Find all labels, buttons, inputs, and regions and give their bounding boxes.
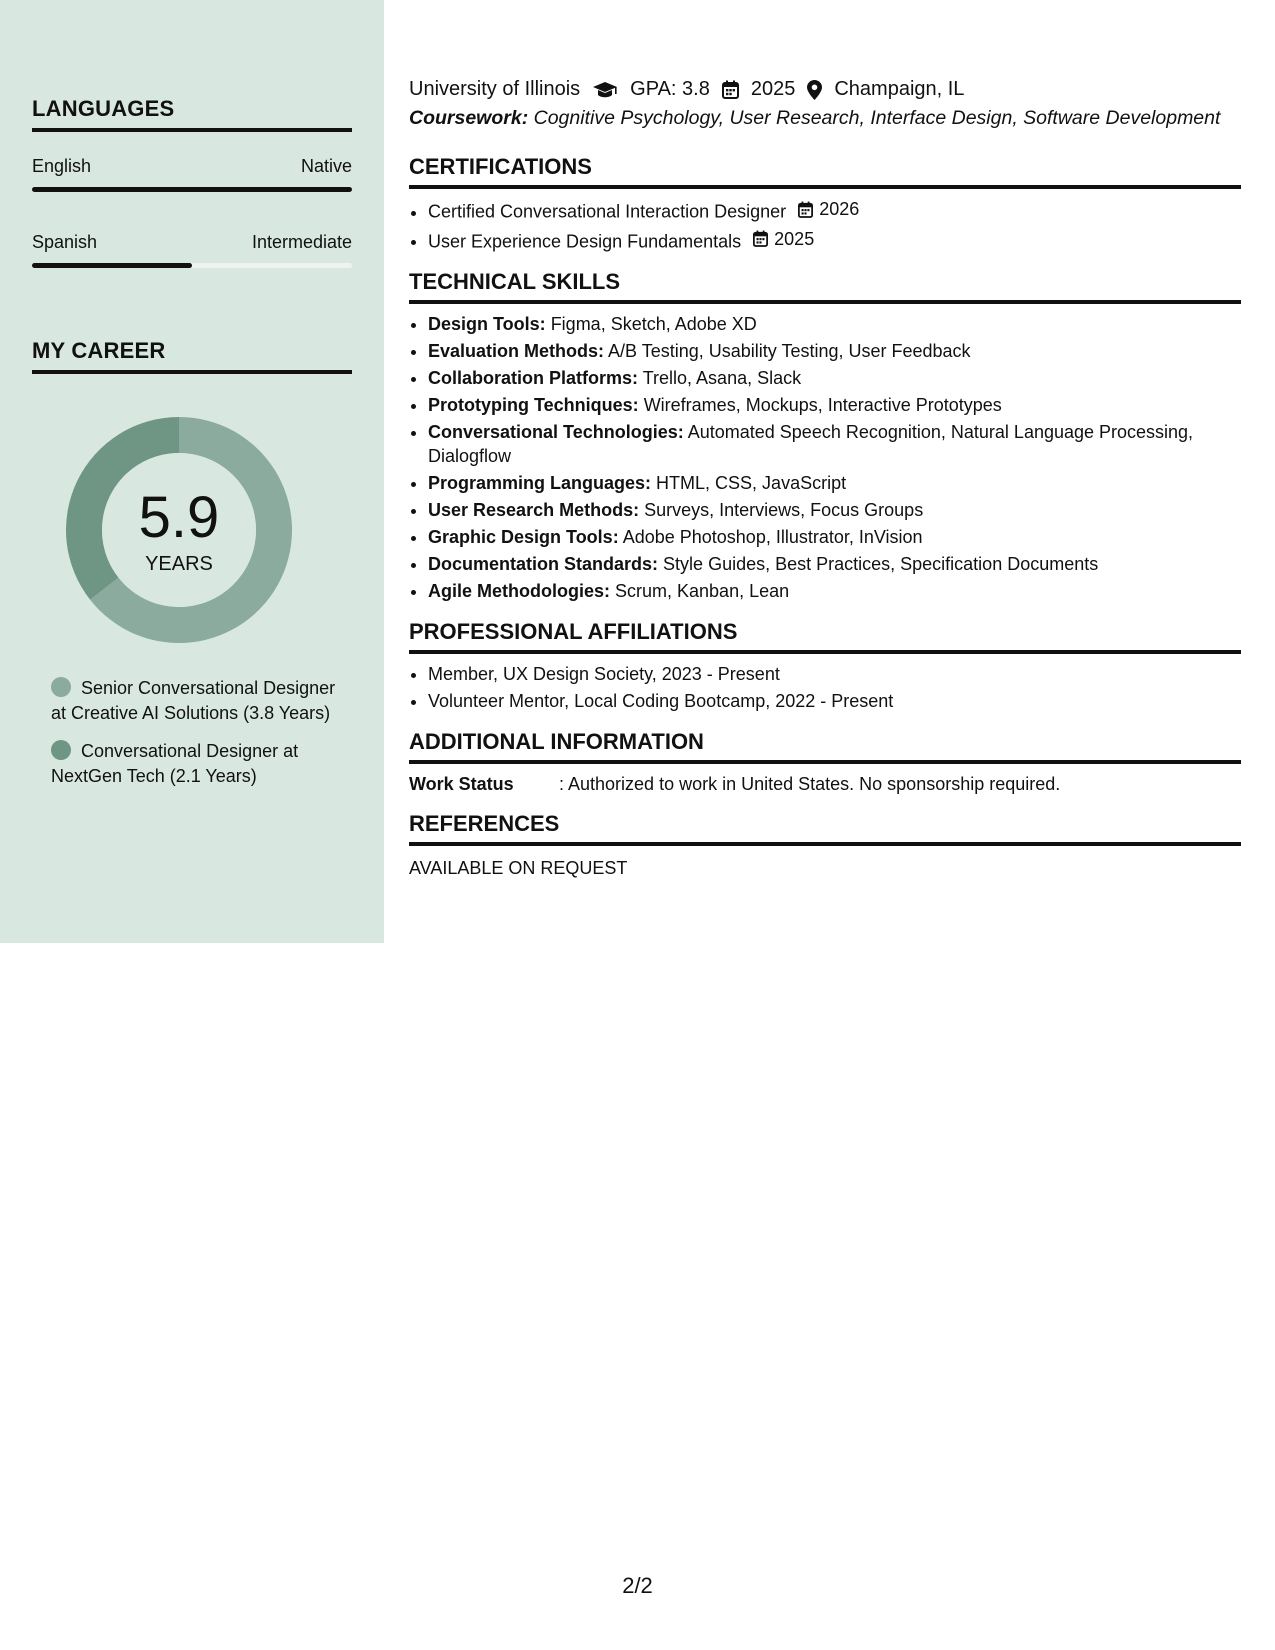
skill-item: [428, 579, 1241, 603]
skill-item: [428, 471, 1241, 495]
work-status-value: : Authorized to work in United States. No sponsorship required.: [559, 774, 1061, 794]
page-number: 2/2: [622, 1573, 653, 1598]
language-level: Native: [300, 156, 352, 176]
skill-values: Trello, Asana, Slack: [642, 368, 802, 388]
language-proficiency-fill: [32, 263, 192, 268]
languages-title: LANGUAGES: [32, 96, 352, 132]
school-name: University of Illinois: [409, 78, 581, 100]
skill-values: HTML, CSS, JavaScript: [656, 473, 847, 493]
career-role: Conversational Designer at NextGen Tech (2.1 Years): [51, 741, 299, 786]
graduation-year: 2025: [750, 78, 796, 100]
work-status-row: [409, 774, 1241, 795]
language-name: English: [32, 156, 92, 176]
skill-item: [428, 525, 1241, 549]
work-status-label: Work Status: [409, 774, 514, 794]
affiliations-section: [409, 619, 1241, 713]
language-item: [32, 232, 352, 268]
certification-item: [428, 197, 1241, 224]
donut-center: [66, 417, 292, 643]
language-proficiency-bar: [32, 187, 352, 192]
affiliations-title: PROFESSIONAL AFFILIATIONS: [409, 619, 1241, 654]
language-level: Intermediate: [251, 232, 352, 252]
skill-item: [428, 393, 1241, 417]
language-row: [32, 156, 352, 177]
references-text: AVAILABLE ON REQUEST: [409, 858, 628, 878]
skill-item: [428, 366, 1241, 390]
career-title: MY CAREER: [32, 338, 352, 374]
skill-values: Automated Speech Recognition, Natural Language Processing, Dialogflow: [428, 422, 1194, 466]
skill-category: Collaboration Platforms:: [428, 368, 639, 388]
skills-section: [409, 269, 1241, 603]
language-item: [32, 156, 352, 192]
certifications-title: CERTIFICATIONS: [409, 154, 1241, 189]
coursework: [409, 107, 1241, 130]
certification-name: Certified Conversational Interaction Designer: [428, 201, 787, 222]
graduation-cap-icon: [592, 81, 618, 99]
references-section: [409, 811, 1241, 879]
skills-title: TECHNICAL SKILLS: [409, 269, 1241, 304]
certification-date: [798, 197, 859, 221]
language-row: [32, 232, 352, 253]
skill-category: Prototyping Techniques:: [428, 395, 639, 415]
coursework-list: Cognitive Psychology, User Research, Interface Design, Software Development: [533, 107, 1221, 129]
skill-values: Surveys, Interviews, Focus Groups: [644, 500, 924, 520]
location-pin-icon: [807, 80, 822, 100]
certification-name: User Experience Design Fundamentals: [428, 231, 742, 251]
certifications-list: [409, 197, 1241, 253]
education-line: [409, 78, 1241, 101]
skill-category: Programming Languages:: [428, 473, 652, 493]
career-role: Senior Conversational Designer at Creative AI Solutions (3.8 Years): [51, 678, 336, 723]
coursework-label: Coursework:: [409, 107, 529, 129]
gpa: GPA: 3.8: [630, 78, 710, 100]
skill-values: Figma, Sketch, Adobe XD: [550, 314, 757, 334]
skill-category: Evaluation Methods:: [428, 341, 605, 361]
skill-values: Style Guides, Best Practices, Specification Documents: [663, 554, 1099, 574]
legend-dot-icon: [51, 677, 71, 697]
sidebar: [0, 0, 384, 943]
certification-year: 2026: [819, 199, 860, 219]
language-list: [32, 156, 352, 268]
calendar-icon: [798, 201, 816, 218]
location: Champaign, IL: [834, 78, 965, 100]
career-section: [32, 338, 352, 374]
calendar-icon: [753, 230, 771, 247]
career-legend-item: [51, 739, 341, 789]
skill-category: Conversational Technologies:: [428, 422, 684, 442]
calendar-icon: [722, 80, 739, 99]
skill-category: User Research Methods:: [428, 500, 640, 520]
skill-item: [428, 498, 1241, 522]
skill-item: [428, 552, 1241, 576]
certification-item: [428, 227, 1241, 254]
language-proficiency-bar: [32, 263, 352, 268]
career-total-unit: YEARS: [145, 553, 213, 575]
affiliation-item: • Member, UX Design Society, 2023 - Present: [428, 662, 1241, 686]
skill-values: Adobe Photoshop, Illustrator, InVision: [622, 527, 923, 547]
skill-item: [428, 312, 1241, 336]
skill-item: [428, 339, 1241, 363]
skill-category: Documentation Standards:: [428, 554, 659, 574]
languages-section: [32, 96, 352, 268]
career-legend-item: [51, 676, 341, 726]
affiliation-item: • Volunteer Mentor, Local Coding Bootcamp, 2022 - Present: [428, 689, 1241, 713]
certification-date: [753, 227, 814, 251]
additional-section: [409, 729, 1241, 795]
language-proficiency-fill: [32, 187, 352, 192]
additional-title: ADDITIONAL INFORMATION: [409, 729, 1241, 764]
legend-dot-icon: [51, 740, 71, 760]
language-name: Spanish: [32, 232, 98, 252]
career-legend: [51, 676, 341, 802]
skills-list: [409, 312, 1241, 603]
skill-values: Wireframes, Mockups, Interactive Prototypes: [643, 395, 1002, 415]
skill-category: Design Tools:: [428, 314, 546, 334]
references-title: REFERENCES: [409, 811, 1241, 846]
skill-category: Agile Methodologies:: [428, 581, 610, 601]
affiliations-list: [409, 662, 1241, 713]
skill-item: [428, 420, 1241, 468]
main-content: [409, 78, 1241, 879]
career-total-years: 5.9: [138, 485, 220, 550]
skill-category: Graphic Design Tools:: [428, 527, 619, 547]
skill-values: A/B Testing, Usability Testing, User Feedback: [608, 341, 971, 361]
certification-year: 2025: [774, 228, 815, 249]
skill-values: Scrum, Kanban, Lean: [615, 581, 790, 601]
certifications-section: [409, 154, 1241, 253]
career-donut-chart: [66, 417, 292, 643]
